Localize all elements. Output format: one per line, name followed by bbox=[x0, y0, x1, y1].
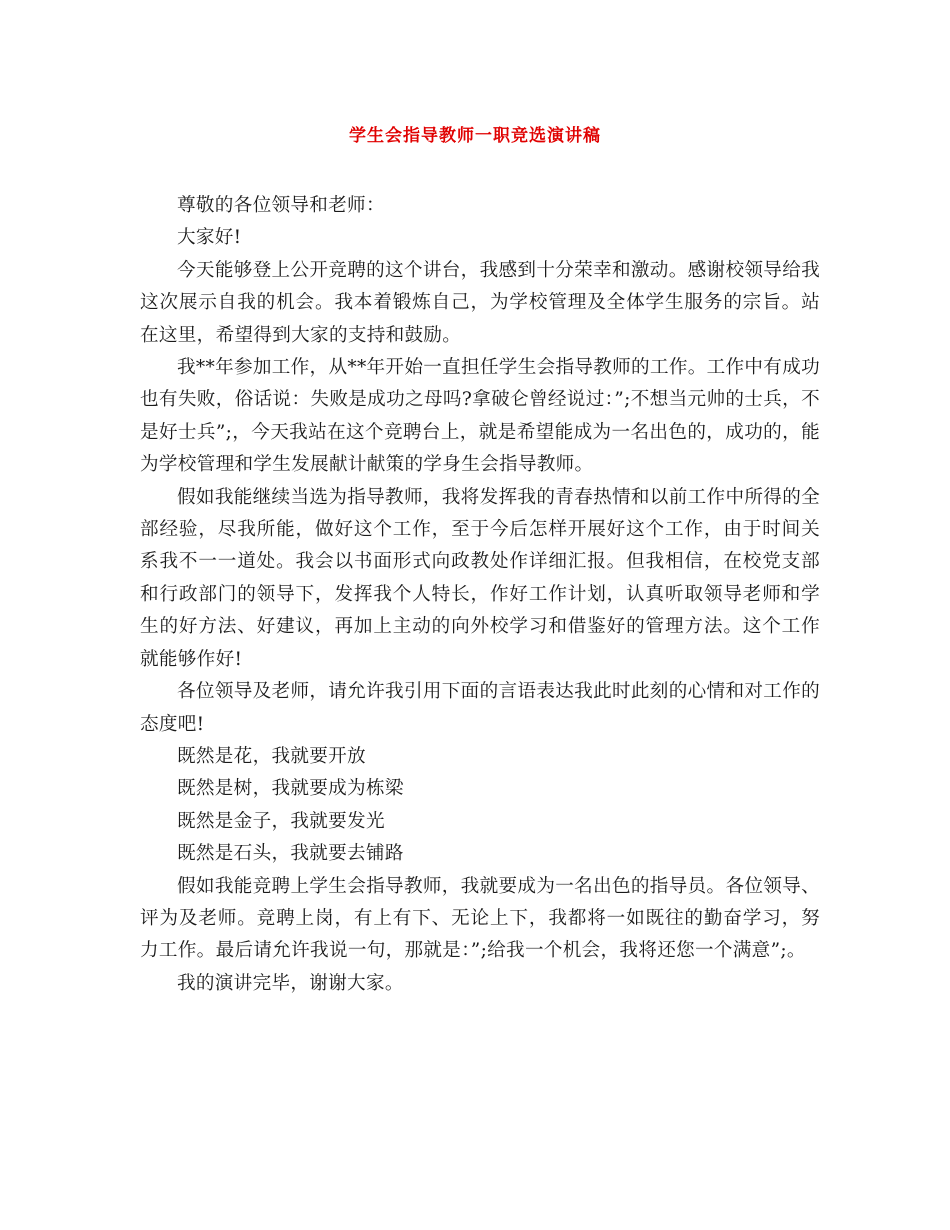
paragraph: 我**年参加工作，从**年开始一直担任学生会指导教师的工作。工作中有成功也有失败，俗话说：失败是成功之母吗?拿破仑曾经说过：”;不想当元帅的士兵，不是好士兵”;，今天我站在这个竞聘台上，就是希望能成为一名出色的，成功的，能为学校管理和学生发展献计献策的学身生会指导教师。 bbox=[140, 357, 820, 476]
verse-line: 既然是石头，我就要去铺路 bbox=[177, 843, 404, 865]
paragraph: 各位领导及老师，请允许我引用下面的言语表达我此时此刻的心情和对工作的态度吧! bbox=[140, 681, 820, 735]
paragraph: 假如我能继续当选为指导教师，我将发挥我的青春热情和以前工作中所得的全部经验，尽我所能，做好这个工作，至于今后怎样开展好这个工作，由于时间关系我不一一道处。我会以书面形式向政教处作详细汇报。但我相信，在校党支部和行政部门的领导下，发挥我个人特长，作好工作计划，认真听取领导老师和学生的好方法、好建议，再加上主动的向外校学习和借鉴好的管理方法。这个工作就能够作好! bbox=[140, 486, 820, 670]
document-title: 学生会指导教师一职竞选演讲稿 bbox=[349, 126, 601, 146]
salutation: 尊敬的各位领导和老师： bbox=[177, 195, 385, 216]
greeting: 大家好! bbox=[177, 227, 242, 249]
verse-line: 既然是花，我就要开放 bbox=[177, 745, 366, 767]
verse-line: 既然是树，我就要成为栋梁 bbox=[177, 778, 404, 800]
paragraph: 今天能够登上公开竞聘的这个讲台，我感到十分荣幸和激动。感谢校领导给我这次展示自我的机会。我本着锻炼自己，为学校管理及全体学生服务的宗旨。站在这里，希望得到大家的支持和鼓励。 bbox=[140, 259, 820, 346]
verse-line: 既然是金子，我就要发光 bbox=[177, 810, 385, 832]
closing: 我的演讲完毕，谢谢大家。 bbox=[177, 972, 404, 994]
paragraph: 假如我能竞聘上学生会指导教师，我就要成为一名出色的指导员。各位领导、评为及老师。竞聘上岗，有上有下、无论上下，我都将一如既往的勤奋学习，努力工作。最后请允许我说一句，那就是：”;给我一个机会，我将还您一个满意”;。 bbox=[140, 875, 820, 962]
document-body bbox=[140, 190, 820, 1000]
